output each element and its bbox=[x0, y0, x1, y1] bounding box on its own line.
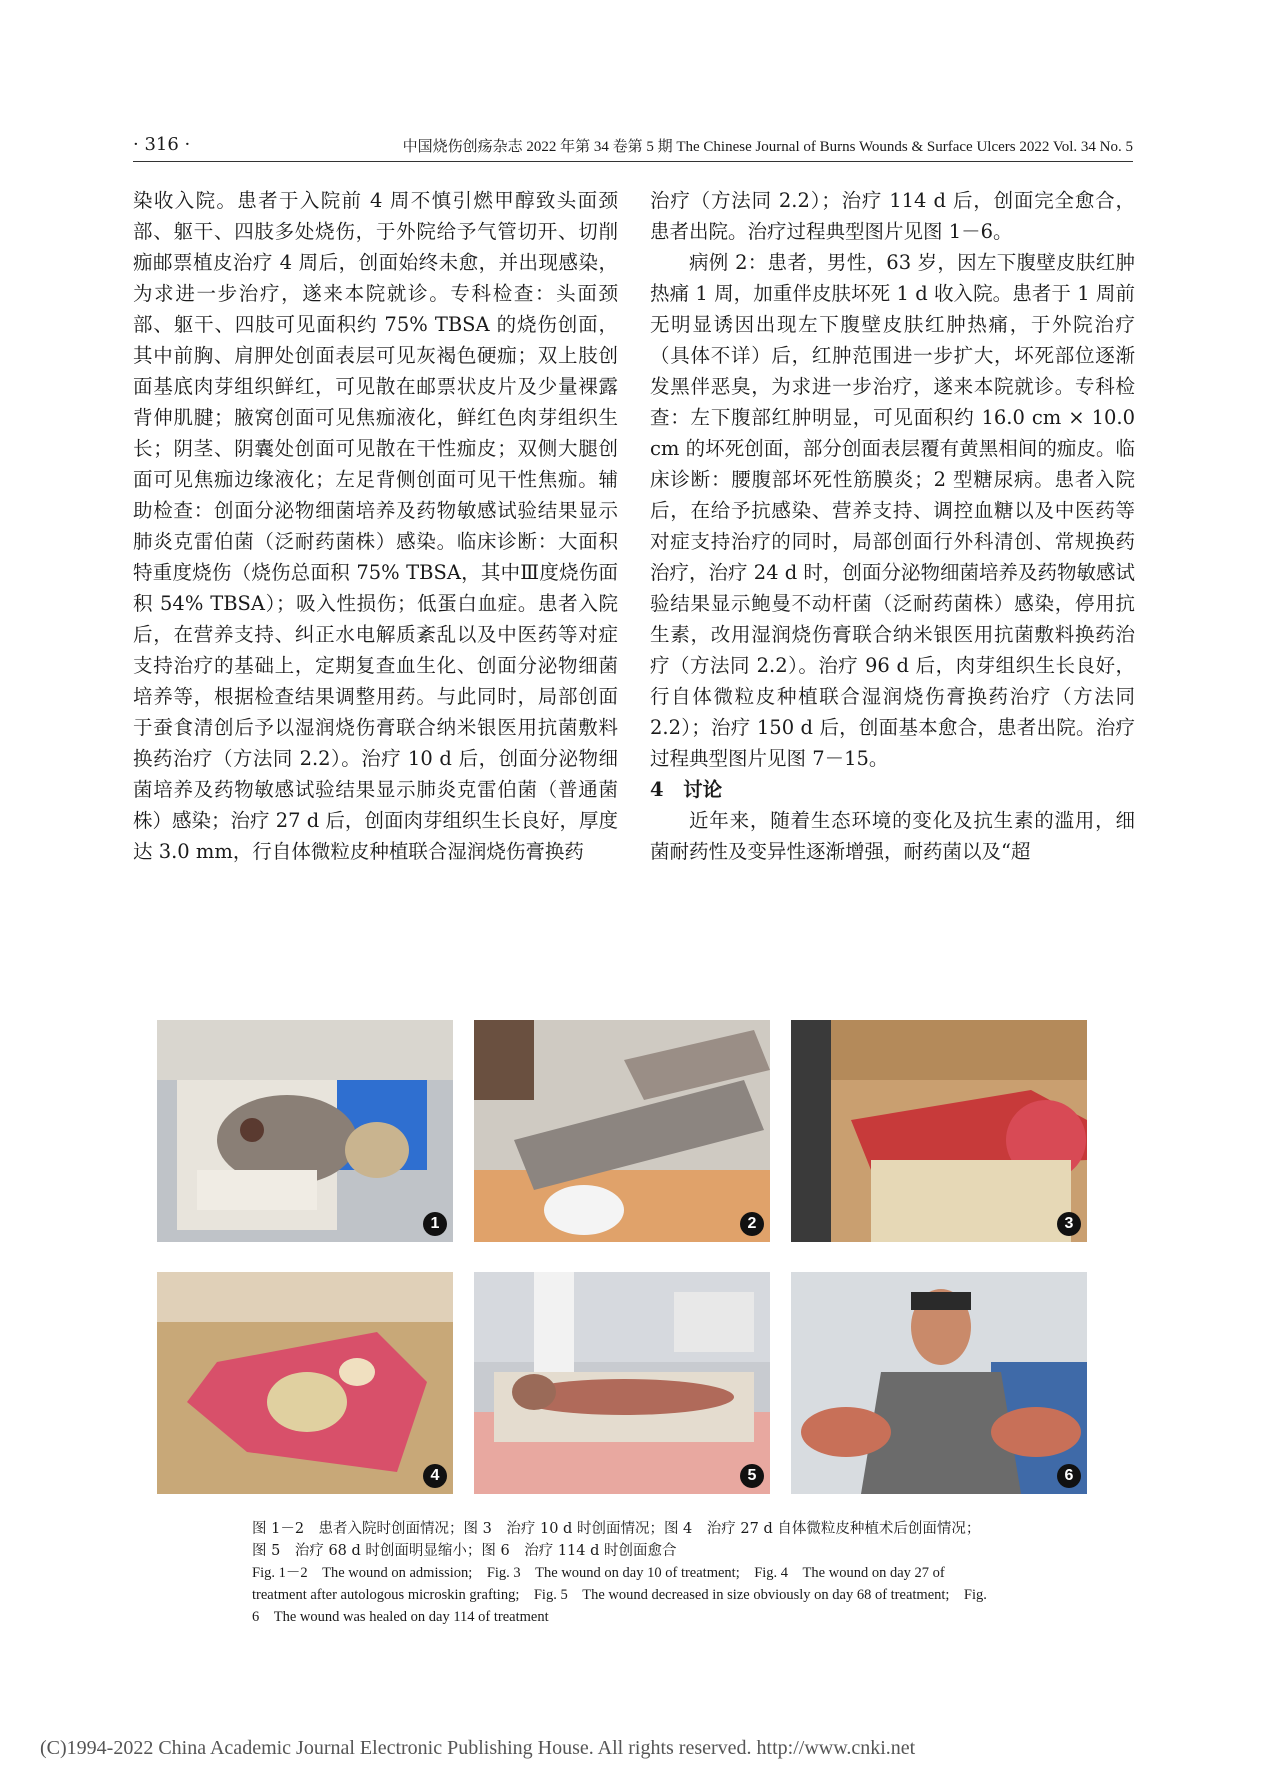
figure-4-photo bbox=[157, 1272, 453, 1494]
case2-paragraph: 病例 2：患者，男性，63 岁，因左下腹壁皮肤红肿热痛 1 周，加重伴皮肤坏死 1 d 收入院。患者于 1 周前无明显诱因出现左下腹壁皮肤红肿热痛，于外院治疗（具体不详）后，红肿范围进一步扩大，坏死部位逐渐发黑伴恶臭，为求进一步治疗，遂来本院就诊。专科检查：左下腹部红肿明显，可见面积约 16.0 cm × 10.0 cm 的坏死创面，部分创面表层覆有黄黑相间的痂皮。临床诊断：腰腹部坏死性筋膜炎；2 型糖尿病。患者入院后，在给予抗感染、营养支持、调控血糖以及中医药等对症支持治疗的同时，局部创面行外科清创、常规换药治疗，治疗 24 d 时，创面分泌物细菌培养及药物敏感试验结果显示鲍曼不动杆菌（泛耐药菌株）感染，停用抗生素，改用湿润烧伤膏联合纳米银医用抗菌敷料换药治疗（方法同 2.2）。治疗 96 d 后，肉芽组织生长良好，行自体微粒皮种植联合湿润烧伤膏换药治疗（方法同 2.2）；治疗 150 d 后，创面基本愈合，患者出院。治疗过程典型图片见图 7－15。 bbox=[650, 251, 1135, 770]
arm-wound-photo-icon bbox=[791, 1020, 1087, 1242]
case1-conclusion-paragraph: 治疗（方法同 2.2）；治疗 114 d 后，创面完全愈合，患者出院。治疗过程典型图片见图 1－6。 bbox=[650, 189, 1135, 243]
discussion-paragraph: 近年来，随着生态环境的变化及抗生素的滥用，细菌耐药性及变异性逐渐增强，耐药菌以及“超 bbox=[650, 809, 1135, 863]
left-column bbox=[133, 185, 618, 867]
copyright-footer: (C)1994-2022 China Academic Journal Electronic Publishing House. All rights reserved. http://www.cnki.net bbox=[40, 1737, 916, 1759]
figure-2-label: 2 bbox=[740, 1212, 764, 1236]
figure-1-label: 1 bbox=[423, 1212, 447, 1236]
patient-admission-photo-icon bbox=[157, 1020, 453, 1242]
journal-title: 中国烧伤创疡杂志 2022 年第 34 卷第 5 期 The Chinese Journal of Burns Wounds & Surface Ulcers 2022 Vol. 34 No. 5 bbox=[402, 139, 1133, 155]
right-column bbox=[650, 185, 1135, 867]
figure-caption bbox=[252, 1518, 992, 1628]
figure-5-label: 5 bbox=[740, 1464, 764, 1488]
figure-2-photo bbox=[474, 1020, 770, 1242]
section-heading-discussion: 4 讨论 bbox=[650, 778, 723, 801]
caption-zh: 图 1－2 患者入院时创面情况；图 3 治疗 10 d 时创面情况；图 4 治疗 27 d 自体微粒皮种植术后创面情况；图 5 治疗 68 d 时创面明显缩小；图 6 治疗 114 d 时创面愈合 bbox=[252, 1521, 981, 1559]
caption-en: Fig. 1－2 The wound on admission; Fig. 3 The wound on day 10 of treatment; Fig. 4 The wound on day 27 of treatment after autologous microskin grafting; Fig. 5 The wound decreased in size obviously on day 68 of treatment; Fig. 6 The wound was healed on day 114 of treatment bbox=[252, 1565, 987, 1625]
case1-paragraph: 染收入院。患者于入院前 4 周不慎引燃甲醇致头面颈部、躯干、四肢多处烧伤，于外院给予气管切开、切削痂邮票植皮治疗 4 周后，创面始终未愈，并出现感染，为求进一步治疗，遂来本院就诊。专科检查：头面颈部、躯干、四肢可见面积约 75% TBSA 的烧伤创面，其中前胸、肩胛处创面表层可见灰褐色硬痂；双上肢创面基底肉芽组织鲜红，可见散在邮票状皮片及少量裸露背伸肌腱；腋窝创面可见焦痂液化，鲜红色肉芽组织生长；阴茎、阴囊处创面可见散在干性痂皮；双侧大腿创面可见焦痂边缘液化；左足背侧创面可见干性焦痂。辅助检查：创面分泌物细菌培养及药物敏感试验结果显示肺炎克雷伯菌（泛耐药菌株）感染。临床诊断：大面积特重度烧伤（烧伤总面积 75% TBSA，其中Ⅲ度烧伤面积 54% TBSA）；吸入性损伤；低蛋白血症。患者入院后，在营养支持、纠正水电解质紊乱以及中医药等对症支持治疗的基础上，定期复查血生化、创面分泌物细菌培养等，根据检查结果调整用药。与此同时，局部创面于蚕食清创后予以湿润烧伤膏联合纳米银医用抗菌敷料换药治疗（方法同 2.2）。治疗 10 d 后，创面分泌物细菌培养及药物敏感试验结果显示肺炎克雷伯菌（普通菌株）感染；治疗 27 d 后，创面肉芽组织生长良好，厚度达 3.0 mm，行自体微粒皮种植联合湿润烧伤膏换药 bbox=[133, 189, 618, 863]
patient-bed-photo-icon bbox=[474, 1272, 770, 1494]
running-header bbox=[133, 133, 1133, 162]
figure-3-label: 3 bbox=[1057, 1212, 1081, 1236]
chest-wound-photo-icon bbox=[157, 1272, 453, 1494]
page-number: · 316 · bbox=[133, 134, 191, 155]
figure-5-photo bbox=[474, 1272, 770, 1494]
figure-4-label: 4 bbox=[423, 1464, 447, 1488]
figure-1-photo bbox=[157, 1020, 453, 1242]
figure-3-photo bbox=[791, 1020, 1087, 1242]
figure-grid bbox=[157, 1020, 1087, 1510]
leg-wound-photo-icon bbox=[474, 1020, 770, 1242]
figure-6-label: 6 bbox=[1057, 1464, 1081, 1488]
figure-6-photo bbox=[791, 1272, 1087, 1494]
patient-healed-photo-icon bbox=[791, 1272, 1087, 1494]
